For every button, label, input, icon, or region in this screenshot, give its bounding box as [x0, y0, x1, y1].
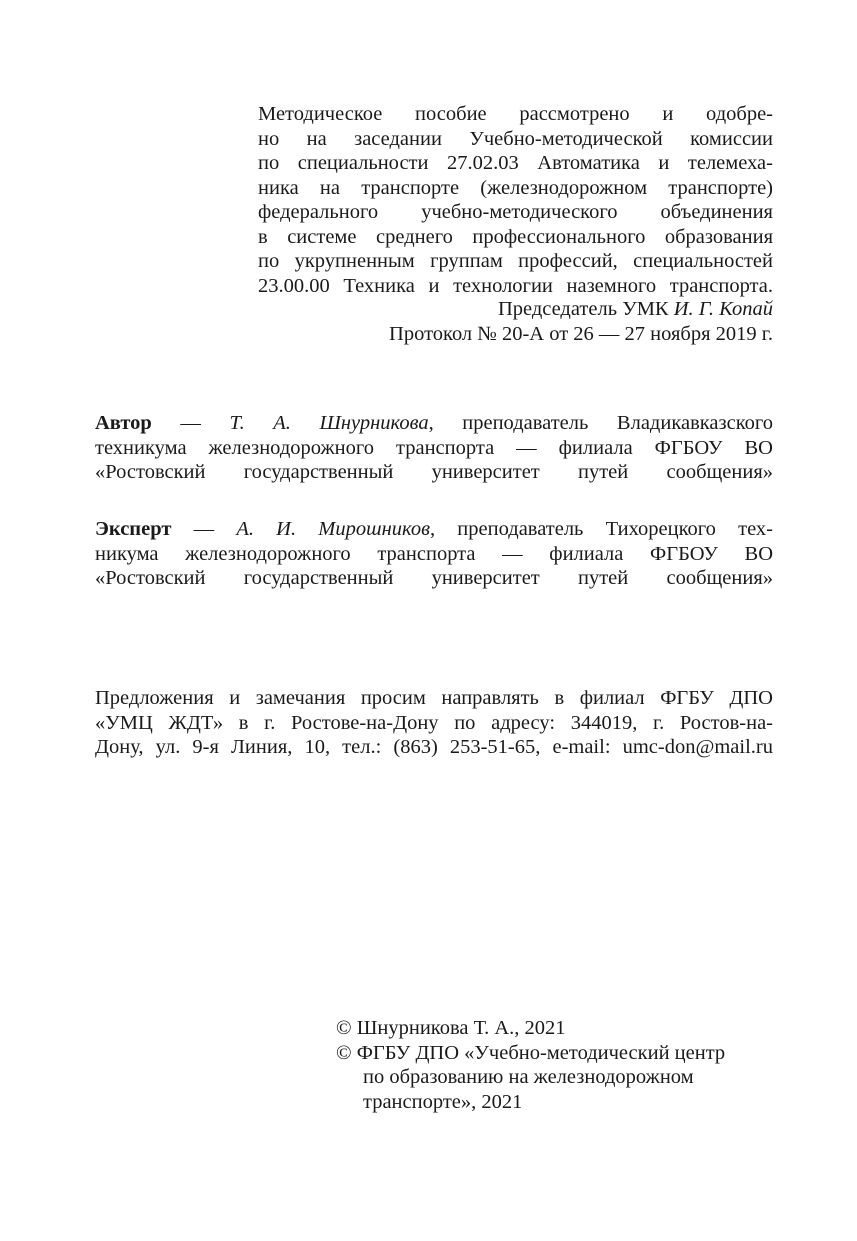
- approval-note: [258, 102, 773, 298]
- approval-line: но на заседании Учебно-методической комиссии: [258, 127, 773, 150]
- author-name: Т. А. Шнурникова: [229, 412, 429, 434]
- feedback-contacts: [95, 686, 773, 760]
- expert-dash: —: [171, 518, 237, 540]
- chairman-line: [258, 297, 773, 322]
- chairman-signature: [258, 297, 773, 346]
- protocol-line: Протокол № 20-А от 26 — 27 ноября 2019 г.: [389, 322, 773, 345]
- approval-line: ника на транспорте (железнодорожном транспорте): [258, 176, 773, 199]
- approval-line: по специальности 27.02.03 Автоматика и телемеха-: [258, 152, 773, 174]
- expert-position: , преподаватель Тихорецкого тех-: [429, 518, 774, 540]
- author-credit: [95, 411, 773, 485]
- copyright-line: транспорте», 2021: [363, 1090, 523, 1113]
- chairman-name: И. Г. Копай: [673, 298, 773, 320]
- author-line-3: «Ростовский государственный университет путей сообщения»: [95, 461, 773, 483]
- copyright-line: © ФГБУ ДПО «Учебно-методический центр: [336, 1041, 726, 1064]
- expert-credit: [95, 517, 773, 591]
- approval-line: Методическое пособие рассмотрено и одобре-: [258, 103, 773, 125]
- author-line-1: [95, 411, 773, 436]
- expert-line-1: [95, 517, 773, 542]
- expert-line-3: «Ростовский государственный университет путей сообщения»: [95, 567, 773, 589]
- expert-name: А. И. Мирошников: [236, 518, 430, 540]
- copyright-line: © Шнурникова Т. А., 2021: [336, 1017, 566, 1039]
- author-role: Автор: [95, 412, 152, 434]
- author-position: , преподаватель Владикавказского: [428, 412, 774, 434]
- contacts-line: Предложения и замечания просим направлять в филиал ФГБУ ДПО: [95, 687, 773, 709]
- contacts-line: «УМЦ ЖДТ» в г. Ростове-на-Дону по адресу: 344019, г. Ростов-на-: [95, 711, 773, 734]
- author-line-2: техникума железнодорожного транспорта — филиала ФГБОУ ВО: [95, 436, 773, 459]
- expert-role: Эксперт: [95, 518, 172, 540]
- chairman-label: Председатель УМК: [497, 298, 674, 320]
- copyright-line: по образованию на железнодорожном: [363, 1066, 694, 1088]
- approval-line: по укрупненным группам профессий, специальностей: [258, 250, 773, 272]
- author-dash: —: [151, 412, 230, 434]
- copyright-notice: [336, 1016, 776, 1114]
- approval-line: 23.00.00 Техника и технологии наземного транспорта.: [258, 274, 773, 297]
- contacts-line: Дону, ул. 9-я Линия, 10, тел.: (863) 253-51-65, e-mail: umc-don@mail.ru: [95, 736, 773, 758]
- approval-line: в системе среднего профессионального образования: [258, 225, 773, 248]
- approval-line: федерального учебно-методического объединения: [258, 201, 773, 223]
- expert-line-2: никума железнодорожного транспорта — филиала ФГБОУ ВО: [95, 542, 773, 565]
